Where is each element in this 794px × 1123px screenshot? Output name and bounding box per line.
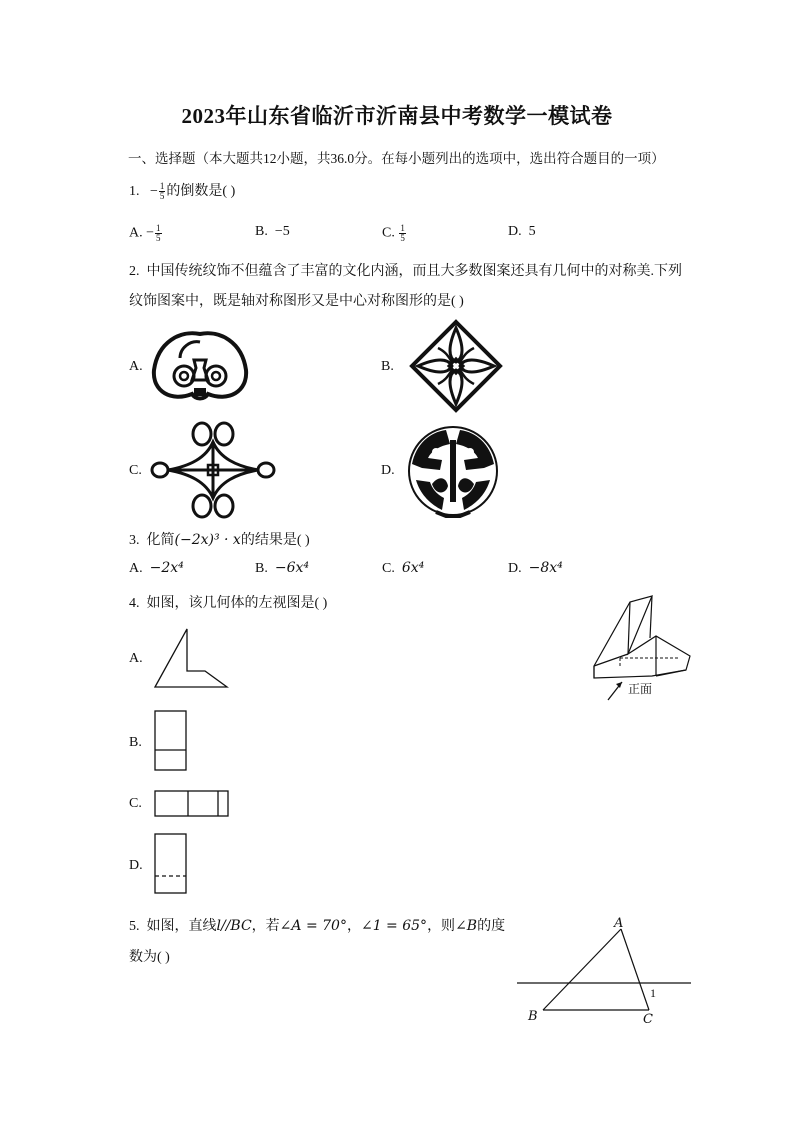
angle-1-label: 1 <box>650 986 656 1000</box>
question-stem: 如图，直线 <box>146 919 217 934</box>
question-2-line2: 纹饰图案中，既是轴对称图形又是中心对称图形的是( ) <box>129 294 464 309</box>
option-label: A. <box>129 225 143 241</box>
stem-text: ， <box>346 919 361 934</box>
q3-option-c[interactable] <box>382 560 424 577</box>
q3-option-a[interactable] <box>129 560 184 577</box>
fraction <box>155 224 162 243</box>
option-value: − <box>146 225 155 241</box>
q2-option-c-pattern <box>150 420 276 520</box>
option-label: C. <box>382 225 395 241</box>
question-4 <box>129 592 327 612</box>
minus-sign: − <box>150 184 158 199</box>
question-5 <box>129 915 505 935</box>
point-c-label: C <box>643 1012 653 1027</box>
question-number: 2. <box>129 264 140 279</box>
option-label: D. <box>508 561 522 576</box>
stem-text: 的度 <box>477 919 506 934</box>
fraction <box>399 224 406 243</box>
option-label: D. <box>508 224 522 239</box>
q1-option-a[interactable] <box>129 224 163 243</box>
math-expression: ∠A = 70° <box>279 918 347 934</box>
option-label: B. <box>255 561 268 576</box>
point-b-label: B <box>528 1009 538 1024</box>
stem-text: ，则 <box>427 919 456 934</box>
q2-option-d-label[interactable]: D. <box>381 463 395 478</box>
option-value: 6x⁴ <box>401 560 425 576</box>
question-stem-line1: 中国传统纹饰不但蕴含了丰富的文化内涵，而且大多数图案还具有几何中的对称美.下列 <box>146 264 682 279</box>
option-value: −6x⁴ <box>274 560 309 576</box>
question-number: 1. <box>129 184 140 199</box>
question-3 <box>129 529 310 549</box>
math-expression: (−2x)³ · x <box>174 532 241 548</box>
q4-option-b-label[interactable]: B. <box>129 735 142 750</box>
numerator: 1 <box>400 223 405 233</box>
denominator: 5 <box>156 233 161 243</box>
side-ab <box>543 929 621 1010</box>
option-value: −5 <box>274 224 290 239</box>
question-5-line2: 数为( ) <box>129 950 170 965</box>
point-a-label: A <box>614 916 624 931</box>
option-value: −8x⁴ <box>528 560 563 576</box>
math-expression: ∠B <box>455 918 478 934</box>
option-label: A. <box>129 561 143 576</box>
question-number: 5. <box>129 919 140 934</box>
question-number: 3. <box>129 533 140 548</box>
q4-option-a-view <box>153 627 229 689</box>
q3-option-b[interactable] <box>255 560 309 577</box>
q3-option-d[interactable] <box>508 560 563 577</box>
q4-option-a-label[interactable]: A. <box>129 651 143 666</box>
q2-option-a-pattern <box>150 330 250 410</box>
numerator: 1 <box>156 223 161 233</box>
q1-option-d[interactable] <box>508 224 536 240</box>
q2-option-a-label[interactable]: A. <box>129 359 143 374</box>
option-label: B. <box>255 224 268 239</box>
q5-triangle-figure <box>515 915 695 1030</box>
question-1 <box>129 180 235 201</box>
denominator: 5 <box>400 233 405 243</box>
q4-option-c-label[interactable]: C. <box>129 796 142 811</box>
fraction <box>159 182 166 201</box>
front-view-label: 正面 <box>628 682 653 696</box>
math-expression: l//BC <box>216 918 252 934</box>
q2-option-b-pattern <box>408 318 504 414</box>
section-heading: 一、选择题（本大题共12小题，共36.0分。在每小题列出的选项中，选出符合题目的一项） <box>128 151 665 166</box>
question-stem: 如图，该几何体的左视图是( ) <box>146 596 328 611</box>
q2-option-c-label[interactable]: C. <box>129 463 142 478</box>
option-value: −2x⁴ <box>149 560 184 576</box>
page-title: 2023年山东省临沂市沂南县中考数学一模试卷 <box>181 104 613 128</box>
option-label: C. <box>382 561 395 576</box>
option-value: 5 <box>528 224 536 239</box>
q2-option-b-label[interactable]: B. <box>381 359 394 374</box>
side-ac <box>621 929 649 1010</box>
q2-option-d-pattern <box>406 424 500 518</box>
math-expression: ∠1 = 65° <box>360 918 428 934</box>
q4-option-d-label[interactable]: D. <box>129 858 143 873</box>
question-stem: 的倒数是( ) <box>166 184 236 199</box>
stem-text: ，若 <box>251 919 280 934</box>
q1-option-b[interactable] <box>255 224 290 240</box>
question-number: 4. <box>129 596 140 611</box>
q1-option-c[interactable] <box>382 224 407 243</box>
q4-option-c-view <box>154 790 230 818</box>
question-2 <box>129 260 682 280</box>
question-stem-end: 的结果是( ) <box>240 533 310 548</box>
denominator: 5 <box>159 191 165 202</box>
question-stem: 化简 <box>146 533 175 548</box>
q4-option-d-view <box>154 833 188 895</box>
numerator: 1 <box>159 181 165 192</box>
q4-option-b-view <box>154 710 188 772</box>
